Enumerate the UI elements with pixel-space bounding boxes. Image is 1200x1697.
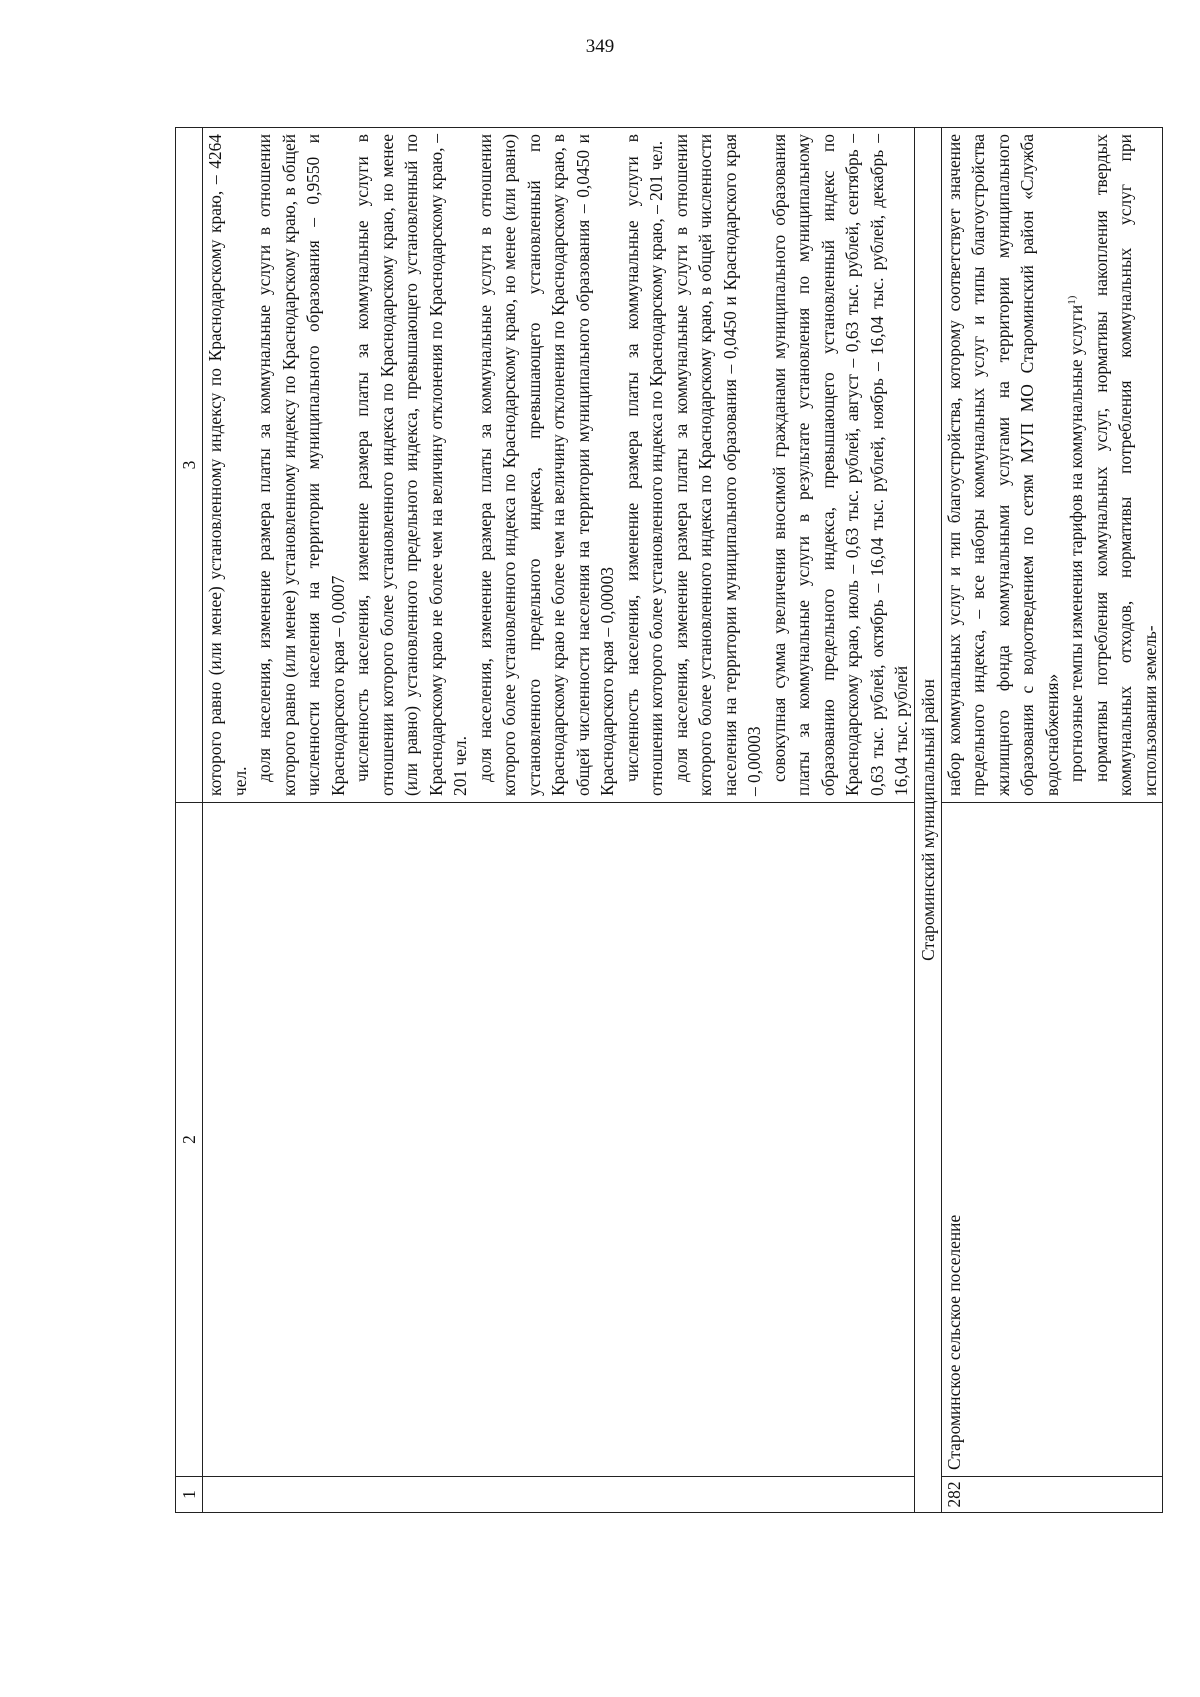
settlement-name: Староминское сельское поселение (941, 803, 1163, 1477)
paragraph: нормативы потребления коммунальных услуг, нормативы накопления твердых коммунальных отходов, нормативы потребления коммунальных услуг при использовании земель- (1090, 134, 1160, 796)
table-row (941, 128, 1163, 1513)
number-cell (203, 1477, 915, 1513)
paragraph: совокупная сумма увеличения вносимой гражданами муниципального образования платы за коммунальные услуги в результате установления по муниципальному образованию предельного индекса, превышающего установленный индекс по Краснодарскому краю, июль – 0,63 тыс. рублей, август – 0,63 тыс. рублей, сентябрь – 0,63 тыс. рублей, октябрь – 16,04 тыс. рублей, ноябрь – 16,04 тыс. рублей, декабрь – 16,04 тыс. рублей (768, 134, 911, 796)
header-col-2: 2 (176, 803, 203, 1477)
page-number: 349 (585, 36, 615, 57)
paragraph: доля населения, изменение размера платы за коммунальные услуги в отношении которого равно (или менее) установленному индексу по Краснодарскому краю, в общей численности населения на территории муниципального образования – 0,9550 и Краснодарского края – 0,0007 (254, 134, 348, 796)
rotated-table-wrapper (175, 128, 1160, 1513)
paragraph: набор коммунальных услуг и тип благоустройства, которому соответствует значение предельного индекса, – все наборы коммунальных услуг и типы благоустройства жилищного фонда коммунальными услугами на территории муниципального образования с водоотведением по сетям МУП МО Староминский район «Служба водоснабжения» (943, 134, 1062, 796)
district-row (914, 128, 941, 1513)
table-row (203, 128, 915, 1513)
row-number: 282 (941, 1477, 1163, 1513)
footnote-mark: 1) (1066, 295, 1079, 305)
district-title: Староминский муниципальный район (914, 128, 941, 1513)
header-col-3: 3 (176, 128, 203, 803)
description-cell (941, 128, 1163, 803)
paragraph: которого равно (или менее) установленному индексу по Краснодарскому краю, – 4264 чел. (205, 134, 250, 796)
header-col-1: 1 (176, 1477, 203, 1513)
data-table (175, 127, 1163, 1513)
paragraph-text: прогнозные темпы изменения тарифов на коммунальные услуги (1066, 304, 1086, 782)
settlement-cell (203, 803, 915, 1477)
header-row (176, 128, 203, 1513)
paragraph (1064, 134, 1089, 796)
description-cell (203, 128, 915, 803)
paragraph: доля населения, изменение размера платы за коммунальные услуги в отношении которого более установленного индекса по Краснодарскому краю, в общей численности населения на территории муниципального образования – 0,0450 и Краснодарского края – 0,00003 (670, 134, 764, 796)
paragraph: доля населения, изменение размера платы за коммунальные услуги в отношении которого более установленного индекса по Краснодарскому краю, но менее (или равно) установленного предельного индекса, превышающего установленный по Краснодарскому краю не более чем на величину отклонения по Краснодарскому краю, в общей численности населения на территории муниципального образования – 0,0450 и Краснодарского края – 0,00003 (474, 134, 617, 796)
paragraph: численность населения, изменение размера платы за коммунальные услуги в отношении которого более установленного индекса по Краснодарскому краю, – 201 чел. (621, 134, 666, 796)
paragraph: численность населения, изменение размера платы за коммунальные услуги в отношении которого более установленного индекса по Краснодарскому краю, но менее (или равно) установленного предельного индекса, превышающего установленный по Краснодарскому краю не более чем на величину отклонения по Краснодарскому краю, – 201 чел. (352, 134, 470, 796)
